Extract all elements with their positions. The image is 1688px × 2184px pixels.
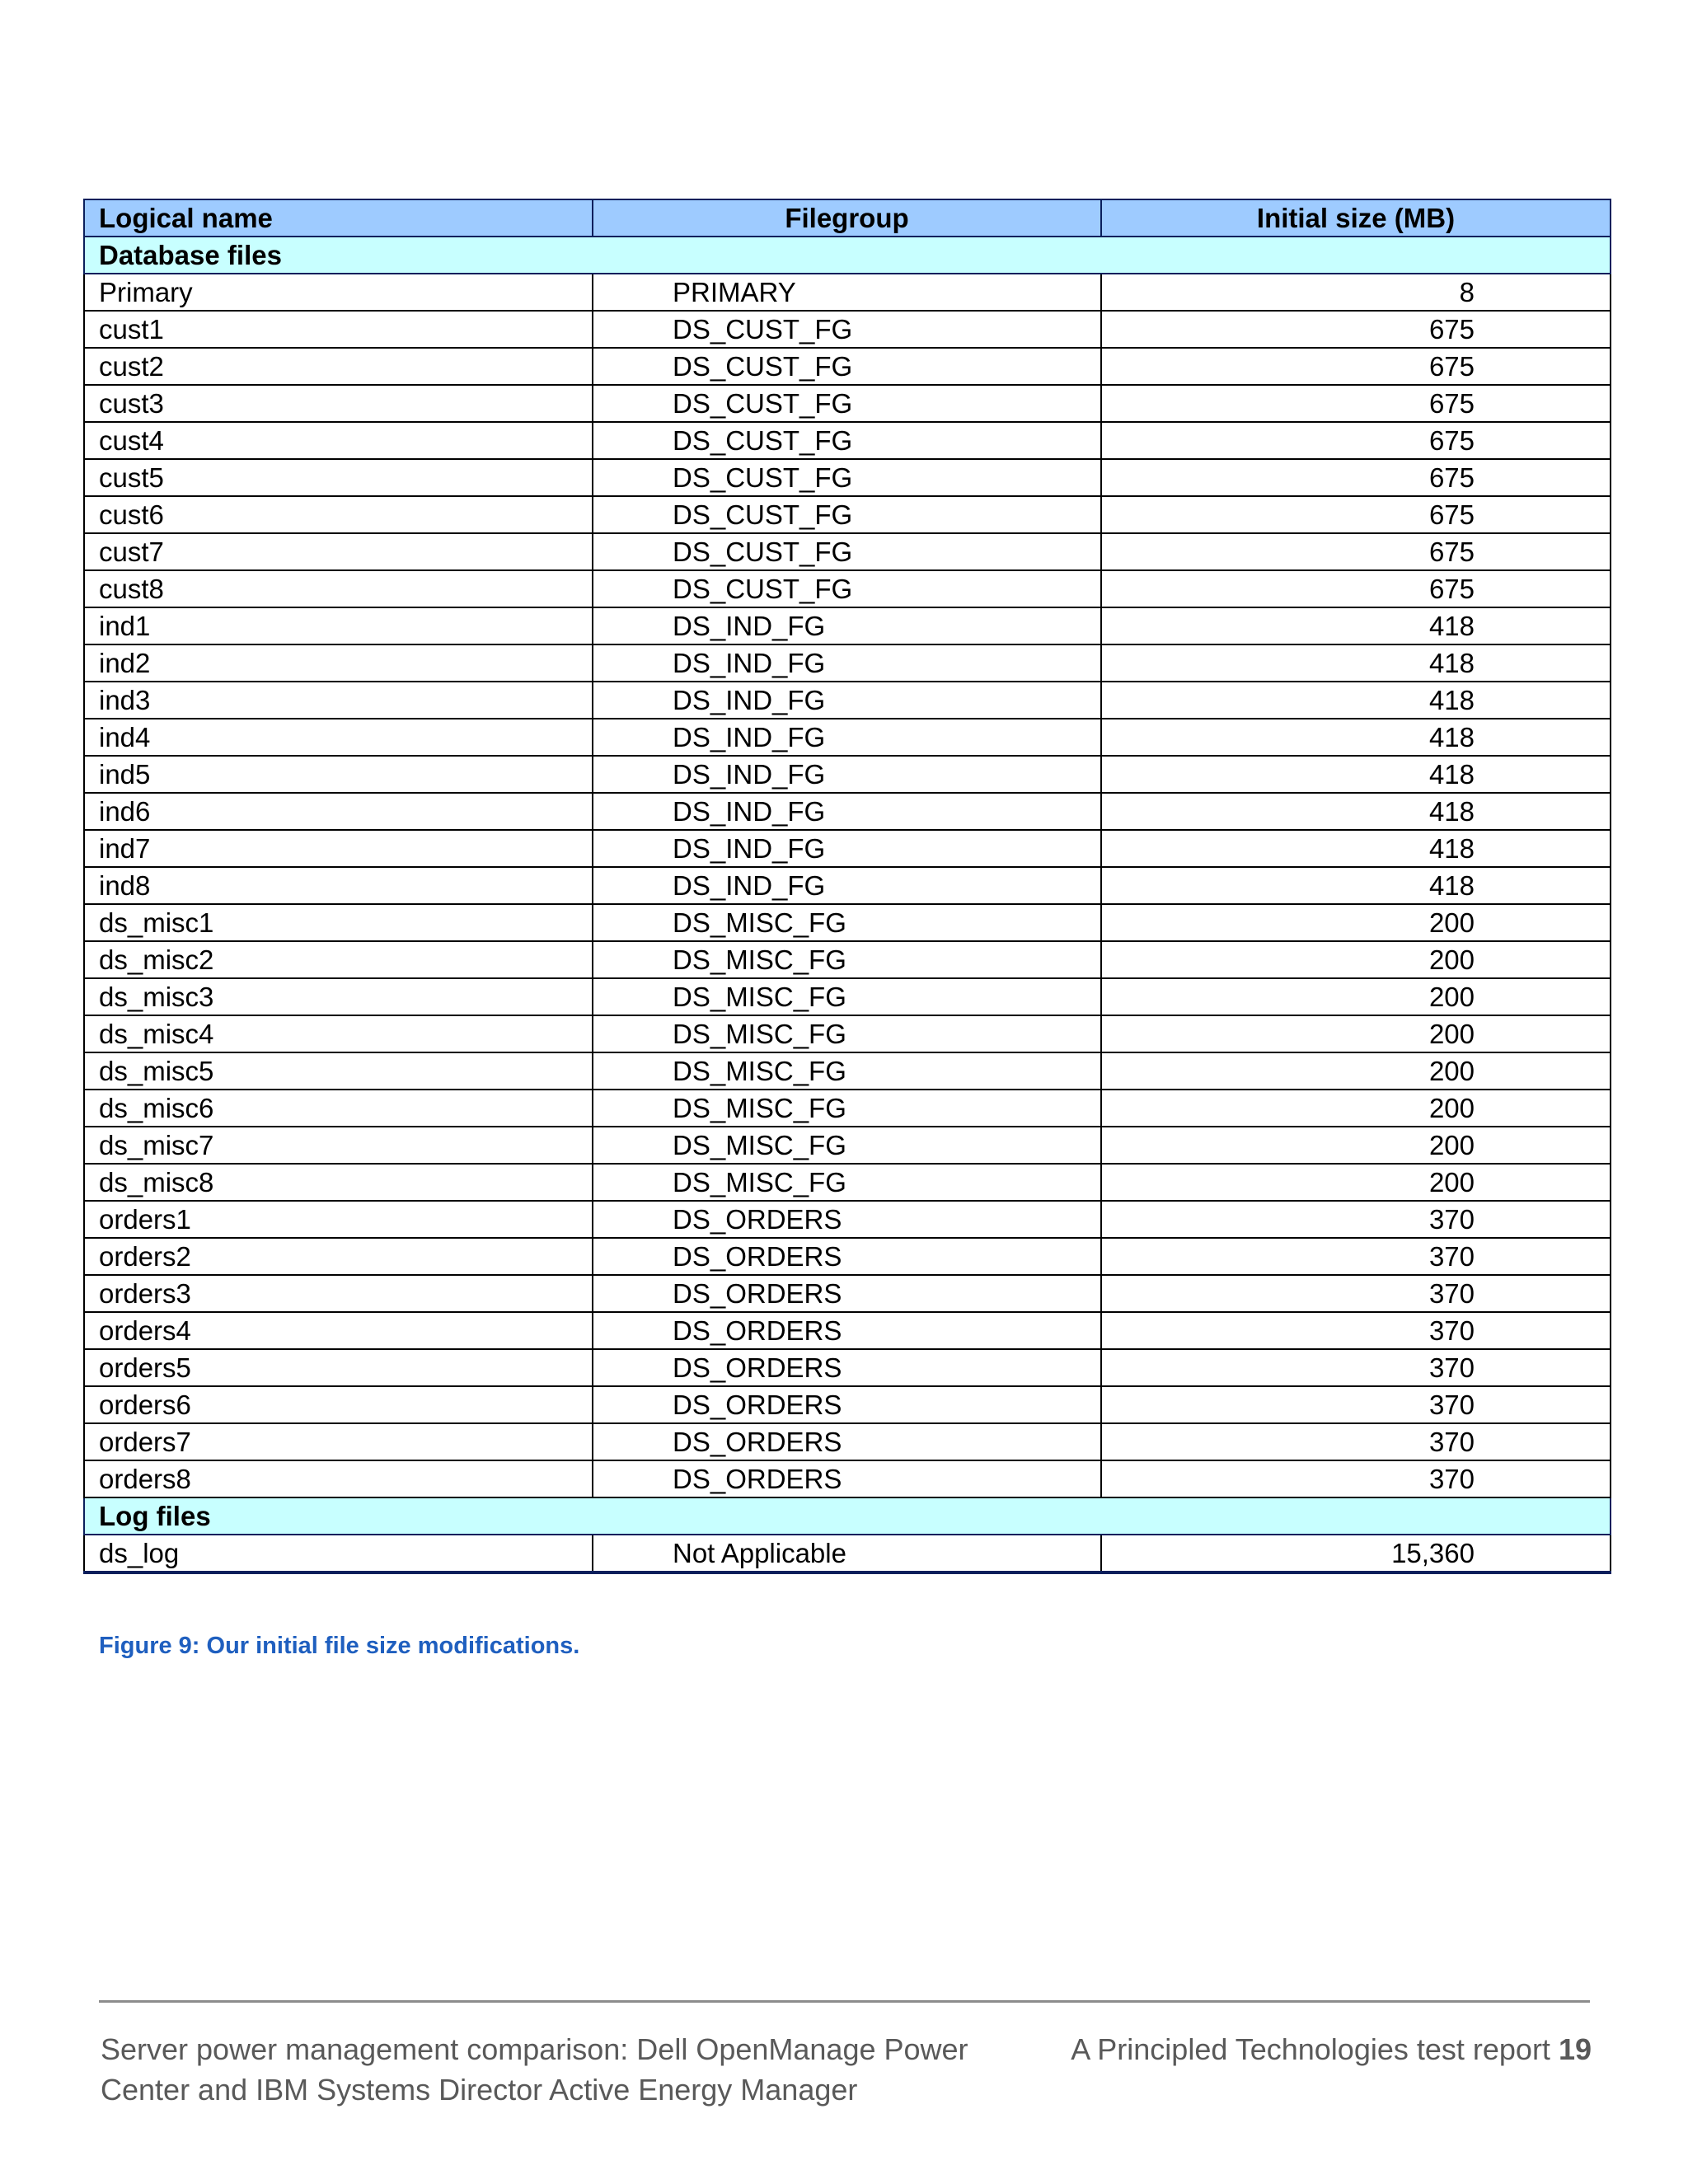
cell-filegroup: PRIMARY <box>593 274 1101 311</box>
cell-logical-name: orders1 <box>84 1201 593 1238</box>
cell-logical-name: ds_log <box>84 1535 593 1572</box>
table-row <box>84 1201 1611 1238</box>
table-row <box>84 570 1611 607</box>
table-row <box>84 1164 1611 1201</box>
cell-logical-name: ind6 <box>84 793 593 830</box>
cell-initial-size: 675 <box>1101 570 1611 607</box>
footer-report-title: Server power management comparison: Dell OpenManage Power Center and IBM Systems Director Active Energy Manager <box>101 2032 968 2107</box>
cell-filegroup: DS_IND_FG <box>593 867 1101 904</box>
table-row <box>84 978 1611 1015</box>
cell-logical-name: ds_misc3 <box>84 978 593 1015</box>
cell-filegroup: DS_MISC_FG <box>593 978 1101 1015</box>
table-row <box>84 1090 1611 1127</box>
cell-filegroup: DS_CUST_FG <box>593 570 1101 607</box>
cell-filegroup: DS_ORDERS <box>593 1423 1101 1460</box>
cell-initial-size: 370 <box>1101 1386 1611 1423</box>
cell-logical-name: orders8 <box>84 1460 593 1497</box>
file-size-table <box>83 199 1611 1574</box>
cell-initial-size: 418 <box>1101 682 1611 719</box>
cell-logical-name: ind8 <box>84 867 593 904</box>
cell-logical-name: ds_misc5 <box>84 1052 593 1090</box>
cell-logical-name: ind3 <box>84 682 593 719</box>
table-row <box>84 830 1611 867</box>
table-row <box>84 793 1611 830</box>
cell-initial-size: 675 <box>1101 459 1611 496</box>
cell-filegroup: DS_CUST_FG <box>593 459 1101 496</box>
table-row <box>84 867 1611 904</box>
table-row <box>84 941 1611 978</box>
cell-initial-size: 675 <box>1101 311 1611 348</box>
cell-initial-size: 370 <box>1101 1201 1611 1238</box>
footer-publisher <box>1071 2029 1592 2069</box>
section-title: Log files <box>84 1497 1611 1535</box>
cell-filegroup: DS_MISC_FG <box>593 1164 1101 1201</box>
table-row <box>84 422 1611 459</box>
cell-logical-name: ind7 <box>84 830 593 867</box>
cell-initial-size: 370 <box>1101 1460 1611 1497</box>
cell-filegroup: DS_MISC_FG <box>593 941 1101 978</box>
table-row <box>84 311 1611 348</box>
cell-filegroup: DS_ORDERS <box>593 1275 1101 1312</box>
cell-initial-size: 675 <box>1101 385 1611 422</box>
cell-filegroup: DS_IND_FG <box>593 793 1101 830</box>
cell-filegroup: DS_IND_FG <box>593 830 1101 867</box>
cell-filegroup: DS_IND_FG <box>593 756 1101 793</box>
cell-logical-name: ds_misc4 <box>84 1015 593 1052</box>
table-row <box>84 459 1611 496</box>
cell-filegroup: DS_ORDERS <box>593 1201 1101 1238</box>
table-row <box>84 348 1611 385</box>
section-row <box>84 237 1611 274</box>
cell-logical-name: cust1 <box>84 311 593 348</box>
cell-initial-size: 200 <box>1101 1164 1611 1201</box>
table-row <box>84 385 1611 422</box>
table-row <box>84 1349 1611 1386</box>
cell-logical-name: cust7 <box>84 533 593 570</box>
header-initial-size: Initial size (MB) <box>1101 199 1611 237</box>
table-row <box>84 904 1611 941</box>
cell-filegroup: DS_ORDERS <box>593 1238 1101 1275</box>
section-title: Database files <box>84 237 1611 274</box>
table-row <box>84 1535 1611 1572</box>
cell-logical-name: cust2 <box>84 348 593 385</box>
header-logical-name: Logical name <box>84 199 593 237</box>
table-row <box>84 1460 1611 1497</box>
cell-initial-size: 370 <box>1101 1275 1611 1312</box>
cell-logical-name: cust4 <box>84 422 593 459</box>
cell-filegroup: DS_ORDERS <box>593 1386 1101 1423</box>
cell-logical-name: Primary <box>84 274 593 311</box>
section-row <box>84 1497 1611 1535</box>
cell-logical-name: orders3 <box>84 1275 593 1312</box>
cell-filegroup: DS_MISC_FG <box>593 904 1101 941</box>
cell-initial-size: 200 <box>1101 978 1611 1015</box>
table-row <box>84 533 1611 570</box>
table-body <box>84 237 1611 1572</box>
cell-logical-name: ind2 <box>84 644 593 682</box>
cell-initial-size: 418 <box>1101 867 1611 904</box>
cell-filegroup: DS_CUST_FG <box>593 311 1101 348</box>
cell-initial-size: 418 <box>1101 644 1611 682</box>
cell-filegroup: DS_CUST_FG <box>593 533 1101 570</box>
cell-filegroup: DS_MISC_FG <box>593 1090 1101 1127</box>
cell-initial-size: 370 <box>1101 1423 1611 1460</box>
cell-initial-size: 370 <box>1101 1312 1611 1349</box>
cell-filegroup: DS_IND_FG <box>593 607 1101 644</box>
cell-filegroup: DS_MISC_FG <box>593 1052 1101 1090</box>
table-row <box>84 274 1611 311</box>
cell-initial-size: 200 <box>1101 1052 1611 1090</box>
cell-filegroup: DS_CUST_FG <box>593 496 1101 533</box>
cell-initial-size: 200 <box>1101 1127 1611 1164</box>
cell-logical-name: ds_misc1 <box>84 904 593 941</box>
cell-logical-name: cust3 <box>84 385 593 422</box>
cell-initial-size: 418 <box>1101 793 1611 830</box>
cell-initial-size: 418 <box>1101 830 1611 867</box>
footer-divider <box>99 2000 1590 2003</box>
table-row <box>84 1052 1611 1090</box>
cell-logical-name: ds_misc7 <box>84 1127 593 1164</box>
cell-filegroup: DS_CUST_FG <box>593 348 1101 385</box>
cell-filegroup: DS_IND_FG <box>593 682 1101 719</box>
table-row <box>84 1312 1611 1349</box>
cell-logical-name: orders4 <box>84 1312 593 1349</box>
cell-logical-name: ds_misc6 <box>84 1090 593 1127</box>
cell-logical-name: cust8 <box>84 570 593 607</box>
cell-initial-size: 675 <box>1101 496 1611 533</box>
cell-logical-name: cust6 <box>84 496 593 533</box>
table-header <box>84 199 1611 237</box>
page-number: 19 <box>1558 2032 1592 2066</box>
cell-filegroup: DS_CUST_FG <box>593 422 1101 459</box>
cell-initial-size: 200 <box>1101 941 1611 978</box>
cell-logical-name: orders5 <box>84 1349 593 1386</box>
cell-logical-name: ind4 <box>84 719 593 756</box>
cell-logical-name: ind5 <box>84 756 593 793</box>
table-row <box>84 1386 1611 1423</box>
cell-logical-name: cust5 <box>84 459 593 496</box>
cell-logical-name: orders2 <box>84 1238 593 1275</box>
cell-filegroup: DS_ORDERS <box>593 1312 1101 1349</box>
header-filegroup: Filegroup <box>593 199 1101 237</box>
table-row <box>84 1275 1611 1312</box>
cell-initial-size: 200 <box>1101 1090 1611 1127</box>
cell-filegroup: DS_ORDERS <box>593 1460 1101 1497</box>
table-row <box>84 1238 1611 1275</box>
table-row <box>84 1015 1611 1052</box>
cell-initial-size: 15,360 <box>1101 1535 1611 1572</box>
table-row <box>84 644 1611 682</box>
cell-logical-name: orders6 <box>84 1386 593 1423</box>
table-row <box>84 756 1611 793</box>
cell-initial-size: 8 <box>1101 274 1611 311</box>
table-row <box>84 496 1611 533</box>
cell-filegroup: DS_MISC_FG <box>593 1127 1101 1164</box>
cell-initial-size: 370 <box>1101 1349 1611 1386</box>
cell-logical-name: ds_misc8 <box>84 1164 593 1201</box>
cell-initial-size: 418 <box>1101 607 1611 644</box>
cell-initial-size: 418 <box>1101 719 1611 756</box>
cell-initial-size: 418 <box>1101 756 1611 793</box>
footer-publisher-text: A Principled Technologies test report <box>1071 2032 1550 2066</box>
cell-initial-size: 370 <box>1101 1238 1611 1275</box>
figure-caption: Figure 9: Our initial file size modifications. <box>99 1633 580 1659</box>
table-row <box>84 682 1611 719</box>
cell-filegroup: DS_IND_FG <box>593 644 1101 682</box>
cell-initial-size: 200 <box>1101 1015 1611 1052</box>
cell-initial-size: 200 <box>1101 904 1611 941</box>
cell-filegroup: DS_MISC_FG <box>593 1015 1101 1052</box>
cell-filegroup: DS_CUST_FG <box>593 385 1101 422</box>
table-row <box>84 719 1611 756</box>
cell-logical-name: ind1 <box>84 607 593 644</box>
cell-initial-size: 675 <box>1101 348 1611 385</box>
cell-logical-name: ds_misc2 <box>84 941 593 978</box>
table-row <box>84 607 1611 644</box>
header-row <box>84 199 1611 237</box>
cell-filegroup: DS_IND_FG <box>593 719 1101 756</box>
table-row <box>84 1423 1611 1460</box>
cell-initial-size: 675 <box>1101 422 1611 459</box>
cell-filegroup: DS_ORDERS <box>593 1349 1101 1386</box>
cell-filegroup: Not Applicable <box>593 1535 1101 1572</box>
cell-initial-size: 675 <box>1101 533 1611 570</box>
cell-logical-name: orders7 <box>84 1423 593 1460</box>
table-row <box>84 1127 1611 1164</box>
